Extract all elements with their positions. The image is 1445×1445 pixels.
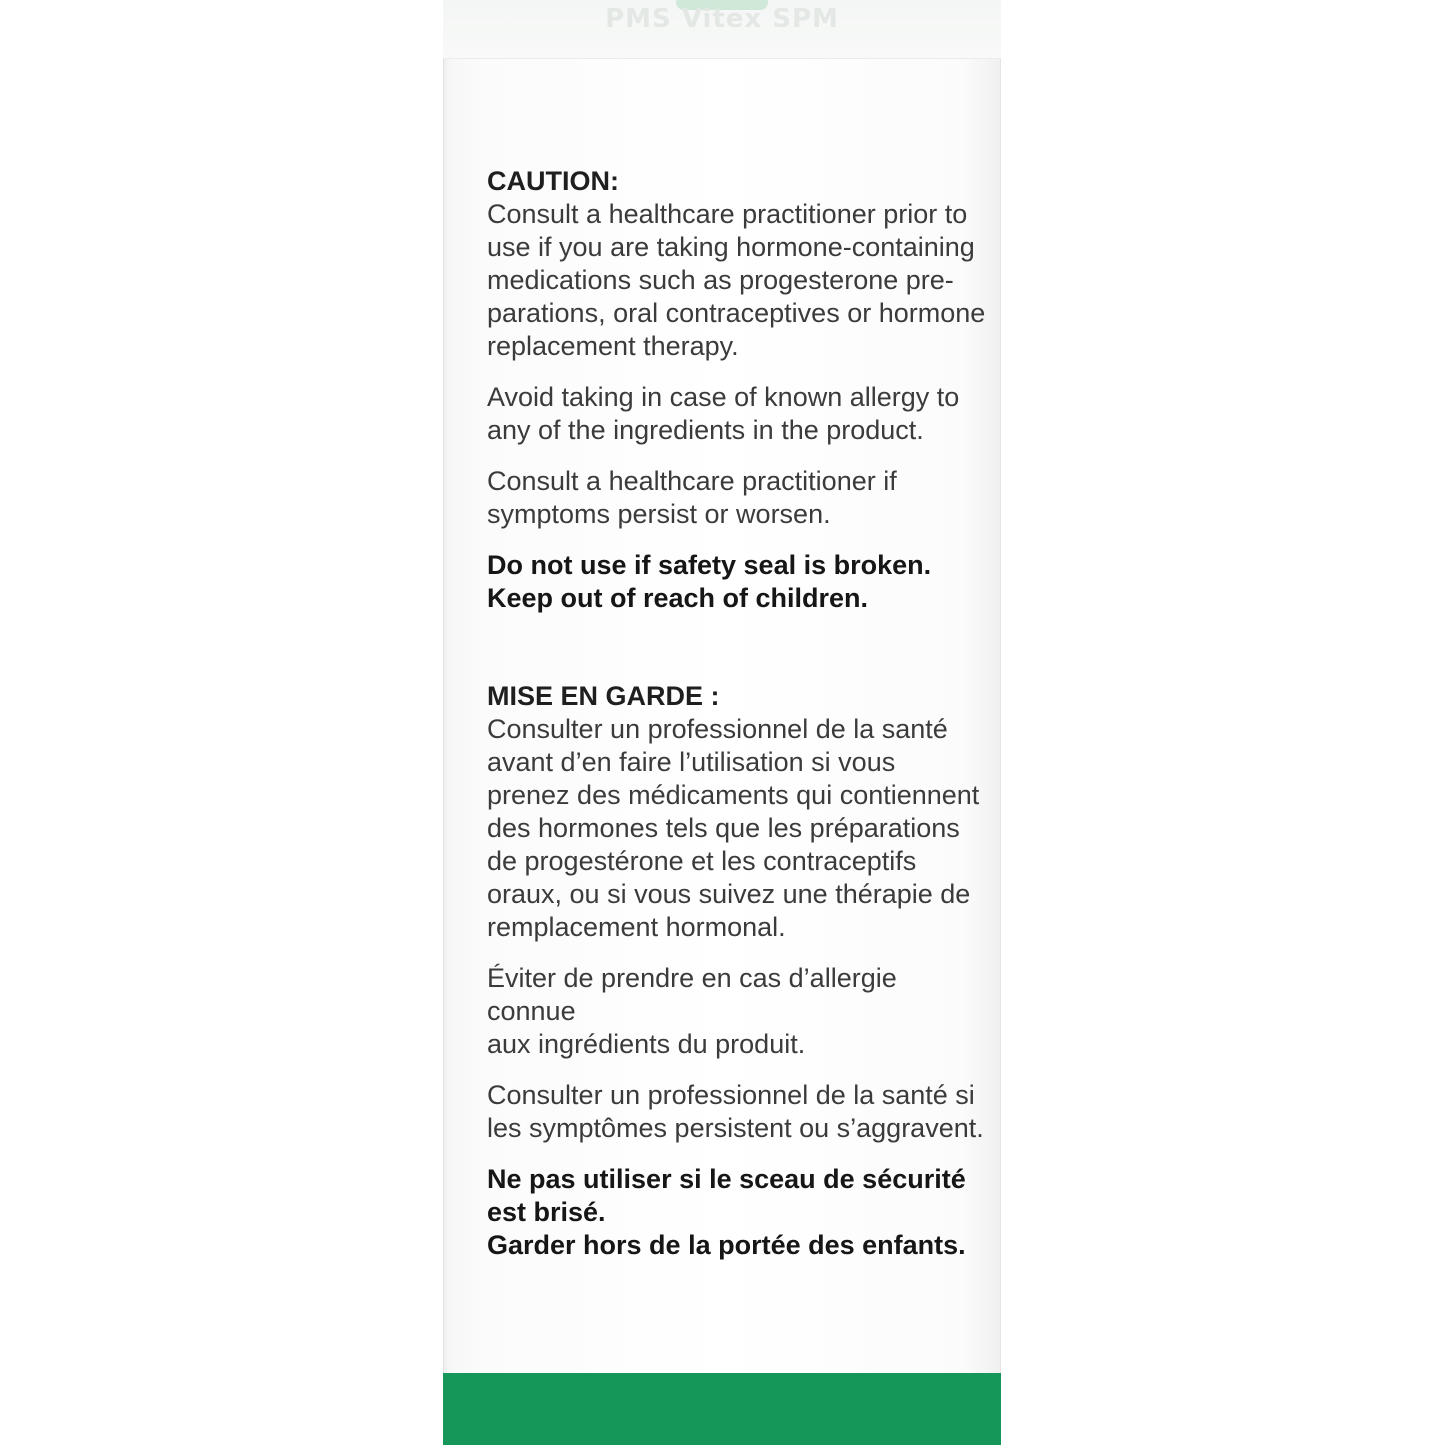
- text-line: Do not use if safety seal is broken.: [487, 550, 932, 580]
- text-line: Garder hors de la portée des enfants.: [487, 1230, 966, 1260]
- text-line: Keep out of reach of children.: [487, 583, 869, 613]
- text-line: Consulter un professionnel de la santé: [487, 714, 948, 744]
- mise-en-garde-paragraph-symptoms: [487, 1079, 987, 1145]
- text-line: any of the ingredients in the product.: [487, 415, 924, 445]
- text-line: oraux, ou si vous suivez une thérapie de: [487, 879, 971, 909]
- text-line: est brisé.: [487, 1197, 606, 1227]
- text-line: Avoid taking in case of known allergy to: [487, 382, 960, 412]
- caution-paragraph-allergy: [487, 381, 987, 447]
- caution-paragraph-symptoms: [487, 465, 987, 531]
- text-line: parations, oral contraceptives or hormone: [487, 298, 986, 328]
- text-line: Ne pas utiliser si le sceau de sécurité: [487, 1164, 966, 1194]
- text-line: Éviter de prendre en cas d’allergie connue: [487, 963, 897, 1026]
- text-line: use if you are taking hormone-containing: [487, 232, 975, 262]
- product-name: PMS Vitex SPM: [605, 4, 839, 34]
- text-line: medications such as progesterone pre-: [487, 265, 954, 295]
- text-line: Consulter un professionnel de la santé si: [487, 1080, 975, 1110]
- text-line: prenez des médicaments qui contiennent: [487, 780, 980, 810]
- mise-en-garde-heading: MISE EN GARDE :: [487, 681, 720, 711]
- safety-warning: [487, 549, 987, 615]
- mise-en-garde-paragraph-hormones: [487, 713, 987, 944]
- text-line: avant d’en faire l’utilisation si vous: [487, 747, 896, 777]
- box-top-flap: [443, 0, 1001, 59]
- text-line: des hormones tels que les préparations: [487, 813, 960, 843]
- mise-en-garde-paragraph-allergy: [487, 962, 987, 1061]
- text-line: aux ingrédients du produit.: [487, 1029, 806, 1059]
- text-line: les symptômes persistent ou s’aggravent.: [487, 1113, 984, 1143]
- green-bottom-band: [443, 1373, 1001, 1445]
- french-caution-section: [487, 680, 987, 1280]
- caution-paragraph-hormones: [487, 198, 987, 363]
- product-box-side-panel: [443, 0, 1001, 1445]
- french-safety-warning: [487, 1163, 987, 1262]
- caution-heading: CAUTION:: [487, 166, 619, 196]
- text-line: Consult a healthcare practitioner prior to: [487, 199, 968, 229]
- english-caution-section: [487, 165, 987, 633]
- text-line: de progestérone et les contraceptifs: [487, 846, 917, 876]
- text-line: replacement therapy.: [487, 331, 739, 361]
- text-line: Consult a healthcare practitioner if: [487, 466, 897, 496]
- text-line: remplacement hormonal.: [487, 912, 786, 942]
- text-line: symptoms persist or worsen.: [487, 499, 831, 529]
